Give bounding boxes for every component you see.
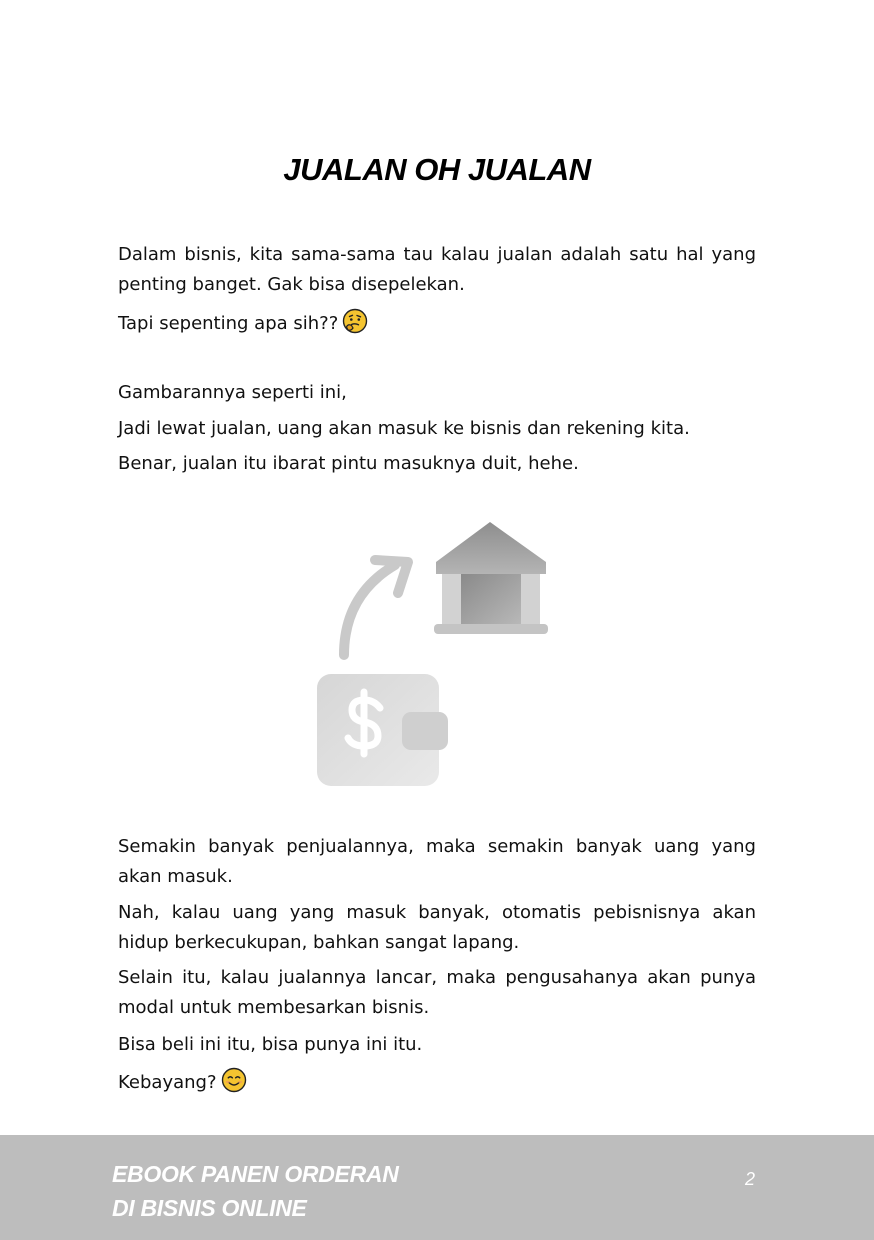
paragraph-intro: Dalam bisnis, kita sama-sama tau kalau jualan adalah satu hal yang penting banget. Gak bisa disepelekan. [118, 244, 756, 295]
footer-title-line-1: EBOOK PANEN ORDERAN [112, 1161, 399, 1187]
paragraph-closing-text: Kebayang? [118, 1072, 217, 1093]
paragraph-closing [118, 1067, 756, 1103]
page-title: JUALAN OH JUALAN [283, 152, 591, 187]
paragraph-prosperity: Nah, kalau uang yang masuk banyak, otomatis pebisnisnya akan hidup berkecukupan, bahkan sangat lapang. [118, 902, 756, 953]
thinking-face-icon [342, 308, 368, 344]
paragraph-illustration-intro: Gambarannya seperti ini, [118, 382, 347, 403]
paragraph-money-flow: Jadi lewat jualan, uang akan masuk ke bisnis dan rekening kita. [118, 418, 690, 439]
bank-building-icon [434, 522, 548, 634]
footer-title-line-2: DI BISNIS ONLINE [112, 1195, 307, 1221]
page-footer [0, 1135, 874, 1240]
paragraph-door-analogy: Benar, jualan itu ibarat pintu masuknya duit, hehe. [118, 453, 579, 474]
paragraph-more-sales: Semakin banyak penjualannya, maka semakin banyak uang yang akan masuk. [118, 836, 756, 887]
page-number: 2 [745, 1169, 756, 1189]
paragraph-capital: Selain itu, kalau jualannya lancar, maka pengusahanya akan punya modal untuk membesarkan bisnis. [118, 967, 756, 1018]
smiling-face-icon [221, 1067, 247, 1103]
paragraph-question [118, 308, 756, 344]
curved-arrow-icon [344, 560, 408, 655]
paragraph-question-text: Tapi sepenting apa sih?? [118, 313, 339, 334]
wallet-dollar-icon [317, 674, 448, 786]
footer-ebook-title [112, 1157, 399, 1225]
money-flow-illustration [300, 510, 570, 800]
paragraph-buy-things: Bisa beli ini itu, bisa punya ini itu. [118, 1034, 423, 1055]
